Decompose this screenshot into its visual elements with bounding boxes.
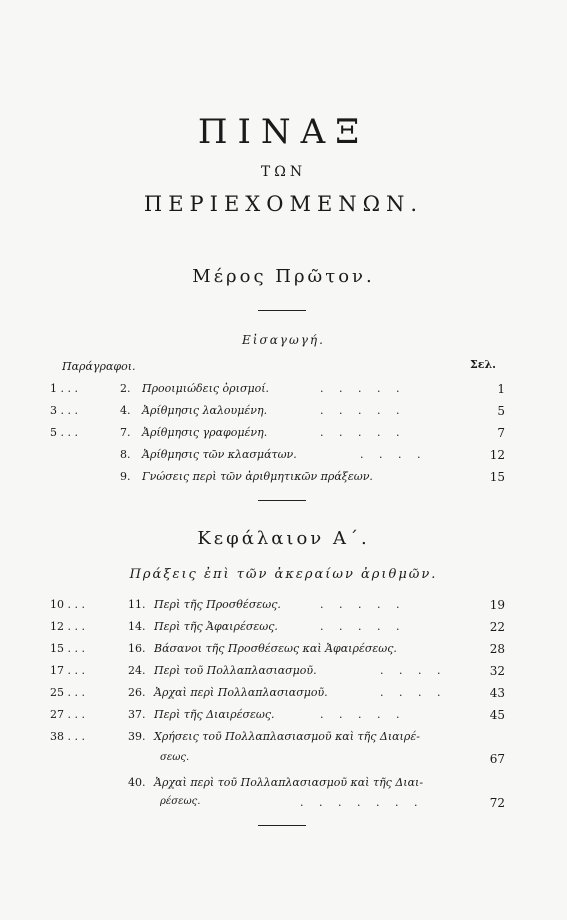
toc-row xyxy=(0,426,567,446)
page-number: 19 xyxy=(489,598,505,612)
paragraph-end: 8. xyxy=(120,448,131,461)
toc-entry-continuation: ρέσεως. xyxy=(160,796,201,807)
page-number: 12 xyxy=(489,448,505,462)
page-subtitle: ΠΕΡΙΕΧΟΜΕΝΩΝ. xyxy=(143,192,424,216)
page-number: 67 xyxy=(489,752,505,766)
paragraph-range: 38 . . . xyxy=(50,730,85,743)
part-title: Μέρος Πρῶτον. xyxy=(192,266,375,287)
leader-dots: . . . . xyxy=(380,686,447,699)
toc-row xyxy=(0,686,567,706)
paragraph-end: 9. xyxy=(120,470,131,483)
toc-row xyxy=(0,598,567,618)
paragraph-range: 12 . . . xyxy=(50,620,85,633)
paragraph-end: 37. xyxy=(128,708,146,721)
toc-entry: Προοιμιώδεις ὁρισμοί. xyxy=(142,382,270,395)
paragraph-end: 11. xyxy=(128,598,146,611)
leader-dots: . . . . . xyxy=(320,426,406,439)
page-number: 7 xyxy=(497,426,505,440)
toc-entry: Ἀρίθμησις λαλουμένη. xyxy=(142,404,268,417)
paragraph-range: 5 . . . xyxy=(50,426,78,439)
toc-entry: Περὶ τῆς Διαιρέσεως. xyxy=(154,708,275,721)
page-number: 43 xyxy=(489,686,505,700)
paragraph-end: 2. xyxy=(120,382,131,395)
toc-entry-continuation: σεως. xyxy=(160,752,190,763)
page-number: 15 xyxy=(489,470,505,484)
paragraph-range: 3 . . . xyxy=(50,404,78,417)
divider-bottom xyxy=(258,825,306,826)
toc-entry: Ἀρχαὶ περὶ τοῦ Πολλαπλασιασμοῦ καὶ τῆς Διαι- xyxy=(154,776,424,789)
col-pages-label: Σελ. xyxy=(470,358,497,371)
toc-row xyxy=(0,382,567,402)
paragraph-end: 26. xyxy=(128,686,146,699)
chapter-heading: Πράξεις ἐπὶ τῶν ἀκεραίων ἀριθμῶν. xyxy=(129,567,438,582)
paragraph-range: 15 . . . xyxy=(50,642,85,655)
toc-entry: Ἀρίθμησις τῶν κλασμάτων. xyxy=(142,448,297,461)
toc-row-continuation xyxy=(0,796,567,816)
chapter-title: Κεφάλαιον Α΄. xyxy=(197,528,370,549)
paragraph-range: 27 . . . xyxy=(50,708,85,721)
leader-dots: . . . . . xyxy=(320,598,406,611)
page-number: 45 xyxy=(489,708,505,722)
paragraph-end: 24. xyxy=(128,664,146,677)
toc-row-continuation xyxy=(0,752,567,772)
col-paragraphs-label: Παράγραφοι. xyxy=(62,360,136,373)
leader-dots: . . . . xyxy=(360,448,427,461)
paragraph-end: 39. xyxy=(128,730,146,743)
toc-row xyxy=(0,776,567,796)
paragraph-end: 16. xyxy=(128,642,146,655)
toc-row xyxy=(0,620,567,640)
paragraph-end: 7. xyxy=(120,426,131,439)
divider-intro xyxy=(258,500,306,501)
leader-dots: . . . . . xyxy=(320,620,406,633)
intro-heading: Εἰσαγωγή. xyxy=(242,333,325,347)
toc-row xyxy=(0,642,567,662)
page-number: 1 xyxy=(497,382,505,396)
toc-entry: Γνώσεις περὶ τῶν ἀριθμητικῶν πράξεων. xyxy=(142,470,373,483)
leader-dots: . . . . . . . xyxy=(300,796,424,809)
page-title: ΠΙΝΑΞ xyxy=(197,112,370,152)
toc-row xyxy=(0,708,567,728)
toc-entry: Χρήσεις τοῦ Πολλαπλασιασμοῦ καὶ τῆς Διαιρέ- xyxy=(154,730,420,743)
page-number: 32 xyxy=(489,664,505,678)
paragraph-range: 10 . . . xyxy=(50,598,85,611)
paragraph-range: 25 . . . xyxy=(50,686,85,699)
paragraph-range: 1 . . . xyxy=(50,382,78,395)
toc-entry: Περὶ τῆς Προσθέσεως. xyxy=(154,598,281,611)
leader-dots: . . . . . xyxy=(320,708,406,721)
page-number: 22 xyxy=(489,620,505,634)
toc-entry: Περὶ τοῦ Πολλαπλασιασμοῦ. xyxy=(154,664,317,677)
toc-row xyxy=(0,664,567,684)
paragraph-end: 14. xyxy=(128,620,146,633)
divider-part xyxy=(258,310,306,311)
toc-entry: Περὶ τῆς Ἀφαιρέσεως. xyxy=(154,620,278,633)
page-number: 72 xyxy=(489,796,505,810)
toc-row xyxy=(0,448,567,468)
toc-entry: Ἀρχαὶ περὶ Πολλαπλασιασμοῦ. xyxy=(154,686,328,699)
page-number: 28 xyxy=(489,642,505,656)
title-ton: ΤΩΝ xyxy=(260,164,307,180)
toc-row xyxy=(0,470,567,490)
toc-row xyxy=(0,730,567,750)
toc-entry: Βάσανοι τῆς Προσθέσεως καὶ Ἀφαιρέσεως. xyxy=(154,642,397,655)
paragraph-end: 40. xyxy=(128,776,146,789)
leader-dots: . . . . . xyxy=(320,404,406,417)
paragraph-range: 17 . . . xyxy=(50,664,85,677)
paragraph-end: 4. xyxy=(120,404,131,417)
toc-entry: Ἀρίθμησις γραφομένη. xyxy=(142,426,268,439)
leader-dots: . . . . xyxy=(380,664,447,677)
leader-dots: . . . . . xyxy=(320,382,406,395)
toc-row xyxy=(0,404,567,424)
page-number: 5 xyxy=(497,404,505,418)
